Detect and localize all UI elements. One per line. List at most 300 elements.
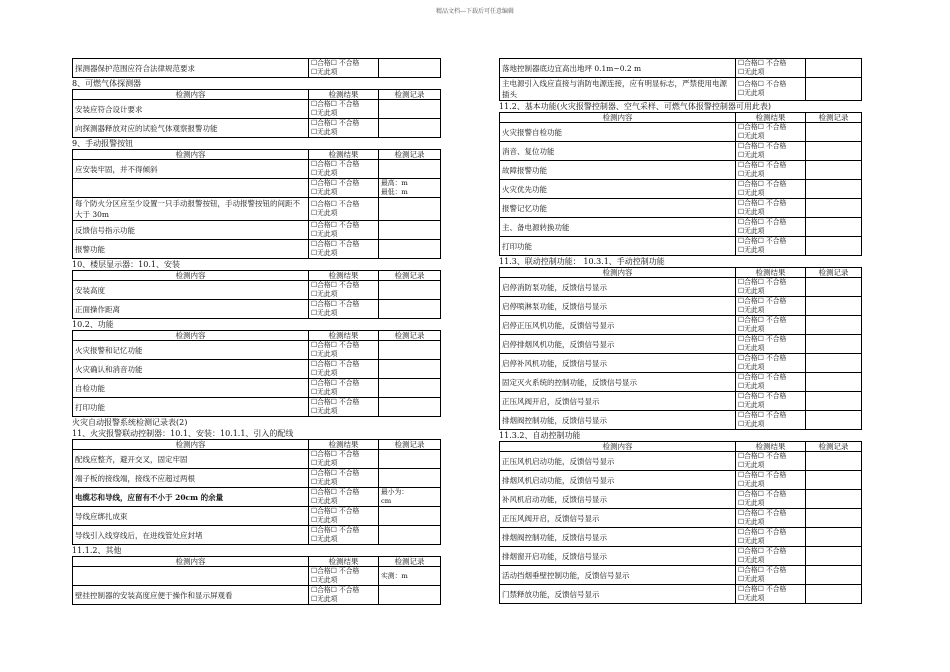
table-row	[73, 179, 441, 198]
inspection-item: 启停喷淋泵功能，反馈信号显示	[500, 297, 736, 316]
column-header: 检测记录	[806, 442, 862, 452]
inspection-item: 打印功能	[73, 398, 309, 417]
table-row	[73, 198, 441, 221]
result-option: ☐无此项	[738, 208, 765, 216]
inspection-record	[806, 123, 862, 142]
table-row	[500, 316, 862, 335]
header-row	[500, 268, 862, 278]
inspection-item: 安装应符合设计要求	[73, 100, 309, 119]
inspection-table	[499, 58, 862, 101]
result-option: ☐无此项	[311, 497, 338, 505]
inspection-item: 火灾报警自检功能	[500, 123, 736, 142]
result-checkboxes	[736, 78, 806, 101]
result-option: ☐无此项	[738, 518, 765, 526]
section-heading: 11.3.2、自动控制功能	[499, 431, 581, 440]
result-checkboxes	[736, 392, 806, 411]
section-heading: 10、楼层显示器：10.1、安装	[72, 260, 180, 269]
inspection-record	[806, 490, 862, 509]
inspection-item: 正压风阀开启，反馈信号显示	[500, 509, 736, 528]
inspection-record: 最高：m 最低：m	[379, 179, 441, 198]
table-row	[500, 78, 862, 101]
result-checkboxes	[309, 59, 379, 78]
result-option: ☐合格☐ 不合格	[311, 526, 360, 534]
result-option: ☐合格☐ 不合格	[311, 200, 360, 208]
result-option: ☐合格☐ 不合格	[738, 335, 787, 343]
result-option: ☐无此项	[738, 246, 765, 254]
result-option: ☐无此项	[738, 537, 765, 545]
result-checkboxes	[736, 411, 806, 430]
result-option: ☐合格☐ 不合格	[738, 528, 787, 536]
inspection-item: 正面操作距离	[73, 300, 309, 319]
column-header: 检测内容	[73, 90, 309, 100]
result-checkboxes	[736, 142, 806, 161]
inspection-item: 门禁释放功能，反馈信号显示	[500, 585, 736, 604]
section-heading: 8、可燃气体探测器	[72, 79, 142, 88]
inspection-item: 排烟风机启动功能，反馈信号显示	[500, 471, 736, 490]
result-option: ☐无此项	[738, 480, 765, 488]
inspection-item: 故障报警功能	[500, 161, 736, 180]
result-checkboxes	[736, 297, 806, 316]
inspection-record	[379, 507, 441, 526]
inspection-record	[379, 59, 441, 78]
inspection-record	[806, 392, 862, 411]
result-option: ☐无此项	[311, 109, 338, 117]
inspection-record	[806, 547, 862, 566]
result-checkboxes	[309, 160, 379, 179]
inspection-item: 活动挡烟垂壁控制功能，反馈信号显示	[500, 566, 736, 585]
result-option: ☐无此项	[738, 461, 765, 469]
inspection-record	[806, 471, 862, 490]
result-option: ☐合格☐ 不合格	[311, 567, 360, 575]
result-option: ☐无此项	[311, 595, 338, 603]
section-heading: 10.2、功能	[72, 320, 114, 329]
inspection-item: 排烟窗开启功能，反馈信号显示	[500, 547, 736, 566]
header-row	[500, 113, 862, 123]
result-option: ☐无此项	[738, 68, 765, 76]
inspection-record	[379, 341, 441, 360]
result-checkboxes	[736, 218, 806, 237]
section-heading: 火灾自动报警系统检测记录表(2)	[72, 418, 188, 427]
column-header: 检测内容	[500, 442, 736, 452]
result-option: ☐合格☐ 不合格	[738, 354, 787, 362]
result-option: ☐无此项	[311, 169, 338, 177]
table-row	[500, 180, 862, 199]
table-row	[73, 398, 441, 417]
inspection-record	[806, 509, 862, 528]
column-header: 检测记录	[379, 331, 441, 341]
inspection-record	[806, 237, 862, 256]
inspection-item: 火灾确认和消音功能	[73, 360, 309, 379]
header-row	[73, 150, 441, 160]
result-checkboxes	[736, 316, 806, 335]
inspection-record	[379, 221, 441, 240]
column-header: 检测记录	[806, 268, 862, 278]
inspection-record	[379, 100, 441, 119]
result-checkboxes	[309, 240, 379, 259]
result-option: ☐无此项	[311, 535, 338, 543]
result-checkboxes	[309, 398, 379, 417]
result-option: ☐合格☐ 不合格	[738, 392, 787, 400]
inspection-record	[806, 335, 862, 354]
result-checkboxes	[309, 119, 379, 138]
result-checkboxes	[309, 100, 379, 119]
result-option: ☐无此项	[311, 128, 338, 136]
section-heading: 11.3、联动控制功能： 10.3.1、手动控制功能	[499, 257, 665, 266]
table-row	[500, 392, 862, 411]
table-row	[500, 452, 862, 471]
inspection-item: 电缆芯和导线，应留有不小于 20cm 的余量	[73, 488, 309, 507]
inspection-record	[379, 119, 441, 138]
table-row	[73, 586, 441, 605]
inspection-item: 配线应整齐，避开交叉，固定牢固	[73, 450, 309, 469]
table-row	[73, 281, 441, 300]
header-row	[73, 90, 441, 100]
inspection-item: 排烟阀控制功能，反馈信号显示	[500, 528, 736, 547]
inspection-table	[499, 441, 862, 604]
column-header: 检测结果	[309, 271, 379, 281]
inspection-record	[806, 161, 862, 180]
result-checkboxes	[736, 354, 806, 373]
inspection-record	[806, 59, 862, 78]
column-header: 检测结果	[736, 442, 806, 452]
inspection-record	[806, 411, 862, 430]
result-option: ☐无此项	[738, 132, 765, 140]
result-checkboxes	[309, 526, 379, 545]
result-checkboxes	[309, 221, 379, 240]
result-option: ☐合格☐ 不合格	[738, 218, 787, 226]
result-checkboxes	[736, 490, 806, 509]
result-option: ☐合格☐ 不合格	[311, 488, 360, 496]
table-row	[73, 567, 441, 586]
result-checkboxes	[309, 379, 379, 398]
inspection-table	[499, 112, 862, 256]
inspection-item	[73, 179, 309, 198]
result-option: ☐合格☐ 不合格	[311, 300, 360, 308]
right-column	[499, 58, 861, 604]
result-option: ☐无此项	[311, 369, 338, 377]
inspection-record	[379, 586, 441, 605]
result-checkboxes	[309, 341, 379, 360]
inspection-record	[806, 354, 862, 373]
result-option: ☐无此项	[311, 68, 338, 76]
result-option: ☐无此项	[738, 556, 765, 564]
result-option: ☐合格☐ 不合格	[311, 119, 360, 127]
result-option: ☐无此项	[738, 170, 765, 178]
header-row	[73, 557, 441, 567]
inspection-item: 导线应绑扎成束	[73, 507, 309, 526]
result-checkboxes	[736, 237, 806, 256]
inspection-item: 启停正压风机功能，反馈信号显示	[500, 316, 736, 335]
inspection-item: 启停排烟风机功能，反馈信号显示	[500, 335, 736, 354]
table-row	[500, 278, 862, 297]
inspection-table	[72, 439, 441, 545]
table-row	[500, 123, 862, 142]
table-row	[500, 528, 862, 547]
result-checkboxes	[736, 373, 806, 392]
result-option: ☐合格☐ 不合格	[738, 142, 787, 150]
table-row	[73, 119, 441, 138]
inspection-record	[379, 281, 441, 300]
column-header: 检测记录	[379, 150, 441, 160]
result-option: ☐合格☐ 不合格	[738, 585, 787, 593]
result-checkboxes	[736, 335, 806, 354]
inspection-record	[806, 566, 862, 585]
inspection-table	[72, 270, 441, 319]
result-option: ☐无此项	[311, 350, 338, 358]
result-option: ☐合格☐ 不合格	[311, 450, 360, 458]
table-row	[500, 335, 862, 354]
table-row	[73, 160, 441, 179]
inspection-item: 导线引入线穿线后，在进线管处应封堵	[73, 526, 309, 545]
table-row	[500, 161, 862, 180]
table-row	[500, 297, 862, 316]
inspection-item: 主电源引入线应直接与消防电源连接，应有明显标志，严禁使用电源插头	[500, 78, 736, 101]
inspection-record	[379, 379, 441, 398]
table-row	[500, 566, 862, 585]
result-option: ☐无此项	[738, 151, 765, 159]
table-row	[500, 59, 862, 78]
inspection-item: 应安装牢固，并不得倾斜	[73, 160, 309, 179]
result-option: ☐无此项	[311, 516, 338, 524]
inspection-item	[73, 567, 309, 586]
inspection-table	[72, 58, 441, 78]
column-header: 检测记录	[379, 557, 441, 567]
table-row	[500, 354, 862, 373]
inspection-item: 向探测器释放对应的试验气体观察报警功能	[73, 119, 309, 138]
result-checkboxes	[309, 586, 379, 605]
section-heading: 9、手动报警按钮	[72, 139, 134, 148]
inspection-item: 固定灭火系统的控制功能，反馈信号显示	[500, 373, 736, 392]
inspection-item: 壁挂控制器的安装高度应便于操作和显示屏观看	[73, 586, 309, 605]
result-option: ☐合格☐ 不合格	[311, 160, 360, 168]
result-checkboxes	[309, 469, 379, 488]
result-option: ☐合格☐ 不合格	[738, 237, 787, 245]
result-option: ☐无此项	[311, 309, 338, 317]
left-column	[72, 58, 440, 605]
result-option: ☐合格☐ 不合格	[738, 297, 787, 305]
result-checkboxes	[736, 509, 806, 528]
result-option: ☐无此项	[311, 230, 338, 238]
section-heading: 11.2、基本功能(火灾报警控制器、空气采样、可燃气体报警控制器可用此表)	[499, 102, 772, 111]
result-option: ☐无此项	[738, 189, 765, 197]
header-row	[73, 440, 441, 450]
column-header: 检测结果	[736, 268, 806, 278]
result-option: ☐合格☐ 不合格	[738, 80, 787, 88]
result-checkboxes	[736, 59, 806, 78]
result-option: ☐合格☐ 不合格	[738, 471, 787, 479]
inspection-record	[806, 199, 862, 218]
result-option: ☐合格☐ 不合格	[738, 452, 787, 460]
header-row	[73, 271, 441, 281]
result-option: ☐合格☐ 不合格	[738, 123, 787, 131]
column-header: 检测内容	[500, 268, 736, 278]
result-option: ☐无此项	[738, 499, 765, 507]
result-option: ☐合格☐ 不合格	[738, 316, 787, 324]
column-header: 检测记录	[379, 271, 441, 281]
inspection-item: 启停补风机功能，反馈信号显示	[500, 354, 736, 373]
inspection-record	[806, 585, 862, 604]
result-checkboxes	[736, 199, 806, 218]
inspection-table	[72, 89, 441, 138]
result-checkboxes	[309, 300, 379, 319]
result-option: ☐合格☐ 不合格	[311, 398, 360, 406]
column-header: 检测结果	[309, 150, 379, 160]
result-checkboxes	[309, 567, 379, 586]
table-row	[500, 237, 862, 256]
inspection-record	[806, 297, 862, 316]
result-option: ☐无此项	[311, 188, 338, 196]
table-row	[73, 526, 441, 545]
result-option: ☐合格☐ 不合格	[311, 179, 360, 187]
result-option: ☐合格☐ 不合格	[311, 281, 360, 289]
result-option: ☐无此项	[738, 401, 765, 409]
result-option: ☐合格☐ 不合格	[738, 161, 787, 169]
result-option: ☐合格☐ 不合格	[738, 547, 787, 555]
inspection-record	[379, 300, 441, 319]
result-option: ☐无此项	[738, 594, 765, 602]
column-header: 检测结果	[309, 90, 379, 100]
result-option: ☐无此项	[738, 420, 765, 428]
inspection-item: 补风机启动功能，反馈信号显示	[500, 490, 736, 509]
result-checkboxes	[736, 566, 806, 585]
column-header: 检测记录	[379, 440, 441, 450]
result-option: ☐合格☐ 不合格	[738, 490, 787, 498]
inspection-item: 自检功能	[73, 379, 309, 398]
result-option: ☐合格☐ 不合格	[738, 59, 787, 67]
result-option: ☐合格☐ 不合格	[738, 411, 787, 419]
result-option: ☐无此项	[738, 227, 765, 235]
table-row	[73, 300, 441, 319]
column-header: 检测记录	[379, 90, 441, 100]
inspection-record	[379, 198, 441, 221]
table-row	[500, 218, 862, 237]
section-heading: 11.1.2、其他	[72, 546, 122, 555]
inspection-table	[499, 267, 862, 430]
table-row	[500, 142, 862, 161]
inspection-item: 打印功能	[500, 237, 736, 256]
result-option: ☐合格☐ 不合格	[311, 507, 360, 515]
table-row	[73, 488, 441, 507]
result-option: ☐无此项	[311, 290, 338, 298]
result-option: ☐合格☐ 不合格	[311, 59, 360, 67]
inspection-record: 最小为： cm	[379, 488, 441, 507]
inspection-table	[72, 556, 441, 605]
result-checkboxes	[309, 507, 379, 526]
column-header: 检测内容	[73, 557, 309, 567]
inspection-item: 主、备电源转换功能	[500, 218, 736, 237]
table-row	[500, 509, 862, 528]
inspection-table	[72, 330, 441, 417]
inspection-item: 每个防火分区应至少设置一只手动报警按钮，手动报警按钮的间距不大于 30m	[73, 198, 309, 221]
result-option: ☐无此项	[311, 209, 338, 217]
result-option: ☐合格☐ 不合格	[311, 341, 360, 349]
inspection-record	[379, 469, 441, 488]
table-row	[500, 585, 862, 604]
column-header: 检测结果	[309, 557, 379, 567]
table-row	[500, 199, 862, 218]
inspection-record	[806, 316, 862, 335]
table-row	[500, 471, 862, 490]
inspection-item: 火灾优先功能	[500, 180, 736, 199]
result-checkboxes	[736, 585, 806, 604]
inspection-item: 正压风阀开启，反馈信号显示	[500, 392, 736, 411]
result-checkboxes	[309, 488, 379, 507]
result-option: ☐无此项	[311, 459, 338, 467]
table-row	[73, 221, 441, 240]
column-header: 检测内容	[73, 331, 309, 341]
inspection-record	[379, 360, 441, 379]
table-row	[73, 100, 441, 119]
result-option: ☐无此项	[311, 407, 338, 415]
result-checkboxes	[736, 278, 806, 297]
result-checkboxes	[736, 471, 806, 490]
column-header: 检测内容	[73, 440, 309, 450]
result-option: ☐无此项	[738, 363, 765, 371]
inspection-record	[806, 180, 862, 199]
result-option: ☐合格☐ 不合格	[311, 240, 360, 248]
inspection-item: 消音、复位功能	[500, 142, 736, 161]
inspection-table	[72, 149, 441, 259]
column-header: 检测结果	[736, 113, 806, 123]
inspection-record	[379, 450, 441, 469]
table-row	[500, 490, 862, 509]
result-option: ☐无此项	[738, 89, 765, 97]
result-checkboxes	[736, 123, 806, 142]
inspection-item: 反馈信号指示功能	[73, 221, 309, 240]
result-checkboxes	[736, 547, 806, 566]
table-row	[500, 547, 862, 566]
result-option: ☐合格☐ 不合格	[311, 100, 360, 108]
result-option: ☐合格☐ 不合格	[311, 221, 360, 229]
result-option: ☐无此项	[311, 576, 338, 584]
result-option: ☐无此项	[311, 249, 338, 257]
inspection-item: 启停消防泵功能，反馈信号显示	[500, 278, 736, 297]
result-checkboxes	[736, 528, 806, 547]
table-row	[73, 450, 441, 469]
result-checkboxes	[309, 281, 379, 300]
inspection-item: 安装高度	[73, 281, 309, 300]
table-row	[73, 240, 441, 259]
inspection-record	[806, 142, 862, 161]
column-header: 检测内容	[500, 113, 736, 123]
result-checkboxes	[309, 198, 379, 221]
inspection-record	[379, 240, 441, 259]
result-option: ☐合格☐ 不合格	[738, 180, 787, 188]
column-header: 检测结果	[309, 331, 379, 341]
inspection-item: 报警功能	[73, 240, 309, 259]
result-checkboxes	[309, 360, 379, 379]
column-header: 检测内容	[73, 271, 309, 281]
inspection-record	[806, 452, 862, 471]
result-option: ☐合格☐ 不合格	[311, 469, 360, 477]
result-checkboxes	[309, 450, 379, 469]
result-option: ☐合格☐ 不合格	[311, 360, 360, 368]
result-option: ☐合格☐ 不合格	[738, 199, 787, 207]
table-row	[73, 59, 441, 78]
inspection-record: 实测：m	[379, 567, 441, 586]
result-option: ☐无此项	[738, 344, 765, 352]
inspection-record	[806, 373, 862, 392]
inspection-item: 端子板的接线端，接线不应超过两根	[73, 469, 309, 488]
result-checkboxes	[309, 179, 379, 198]
inspection-record	[806, 528, 862, 547]
column-header: 检测结果	[309, 440, 379, 450]
result-option: ☐合格☐ 不合格	[738, 278, 787, 286]
inspection-item: 排烟阀控制功能，反馈信号显示	[500, 411, 736, 430]
inspection-item: 正压风机启动功能，反馈信号显示	[500, 452, 736, 471]
inspection-item: 探测器保护范围应符合法律规范要求	[73, 59, 309, 78]
result-option: ☐合格☐ 不合格	[311, 586, 360, 594]
